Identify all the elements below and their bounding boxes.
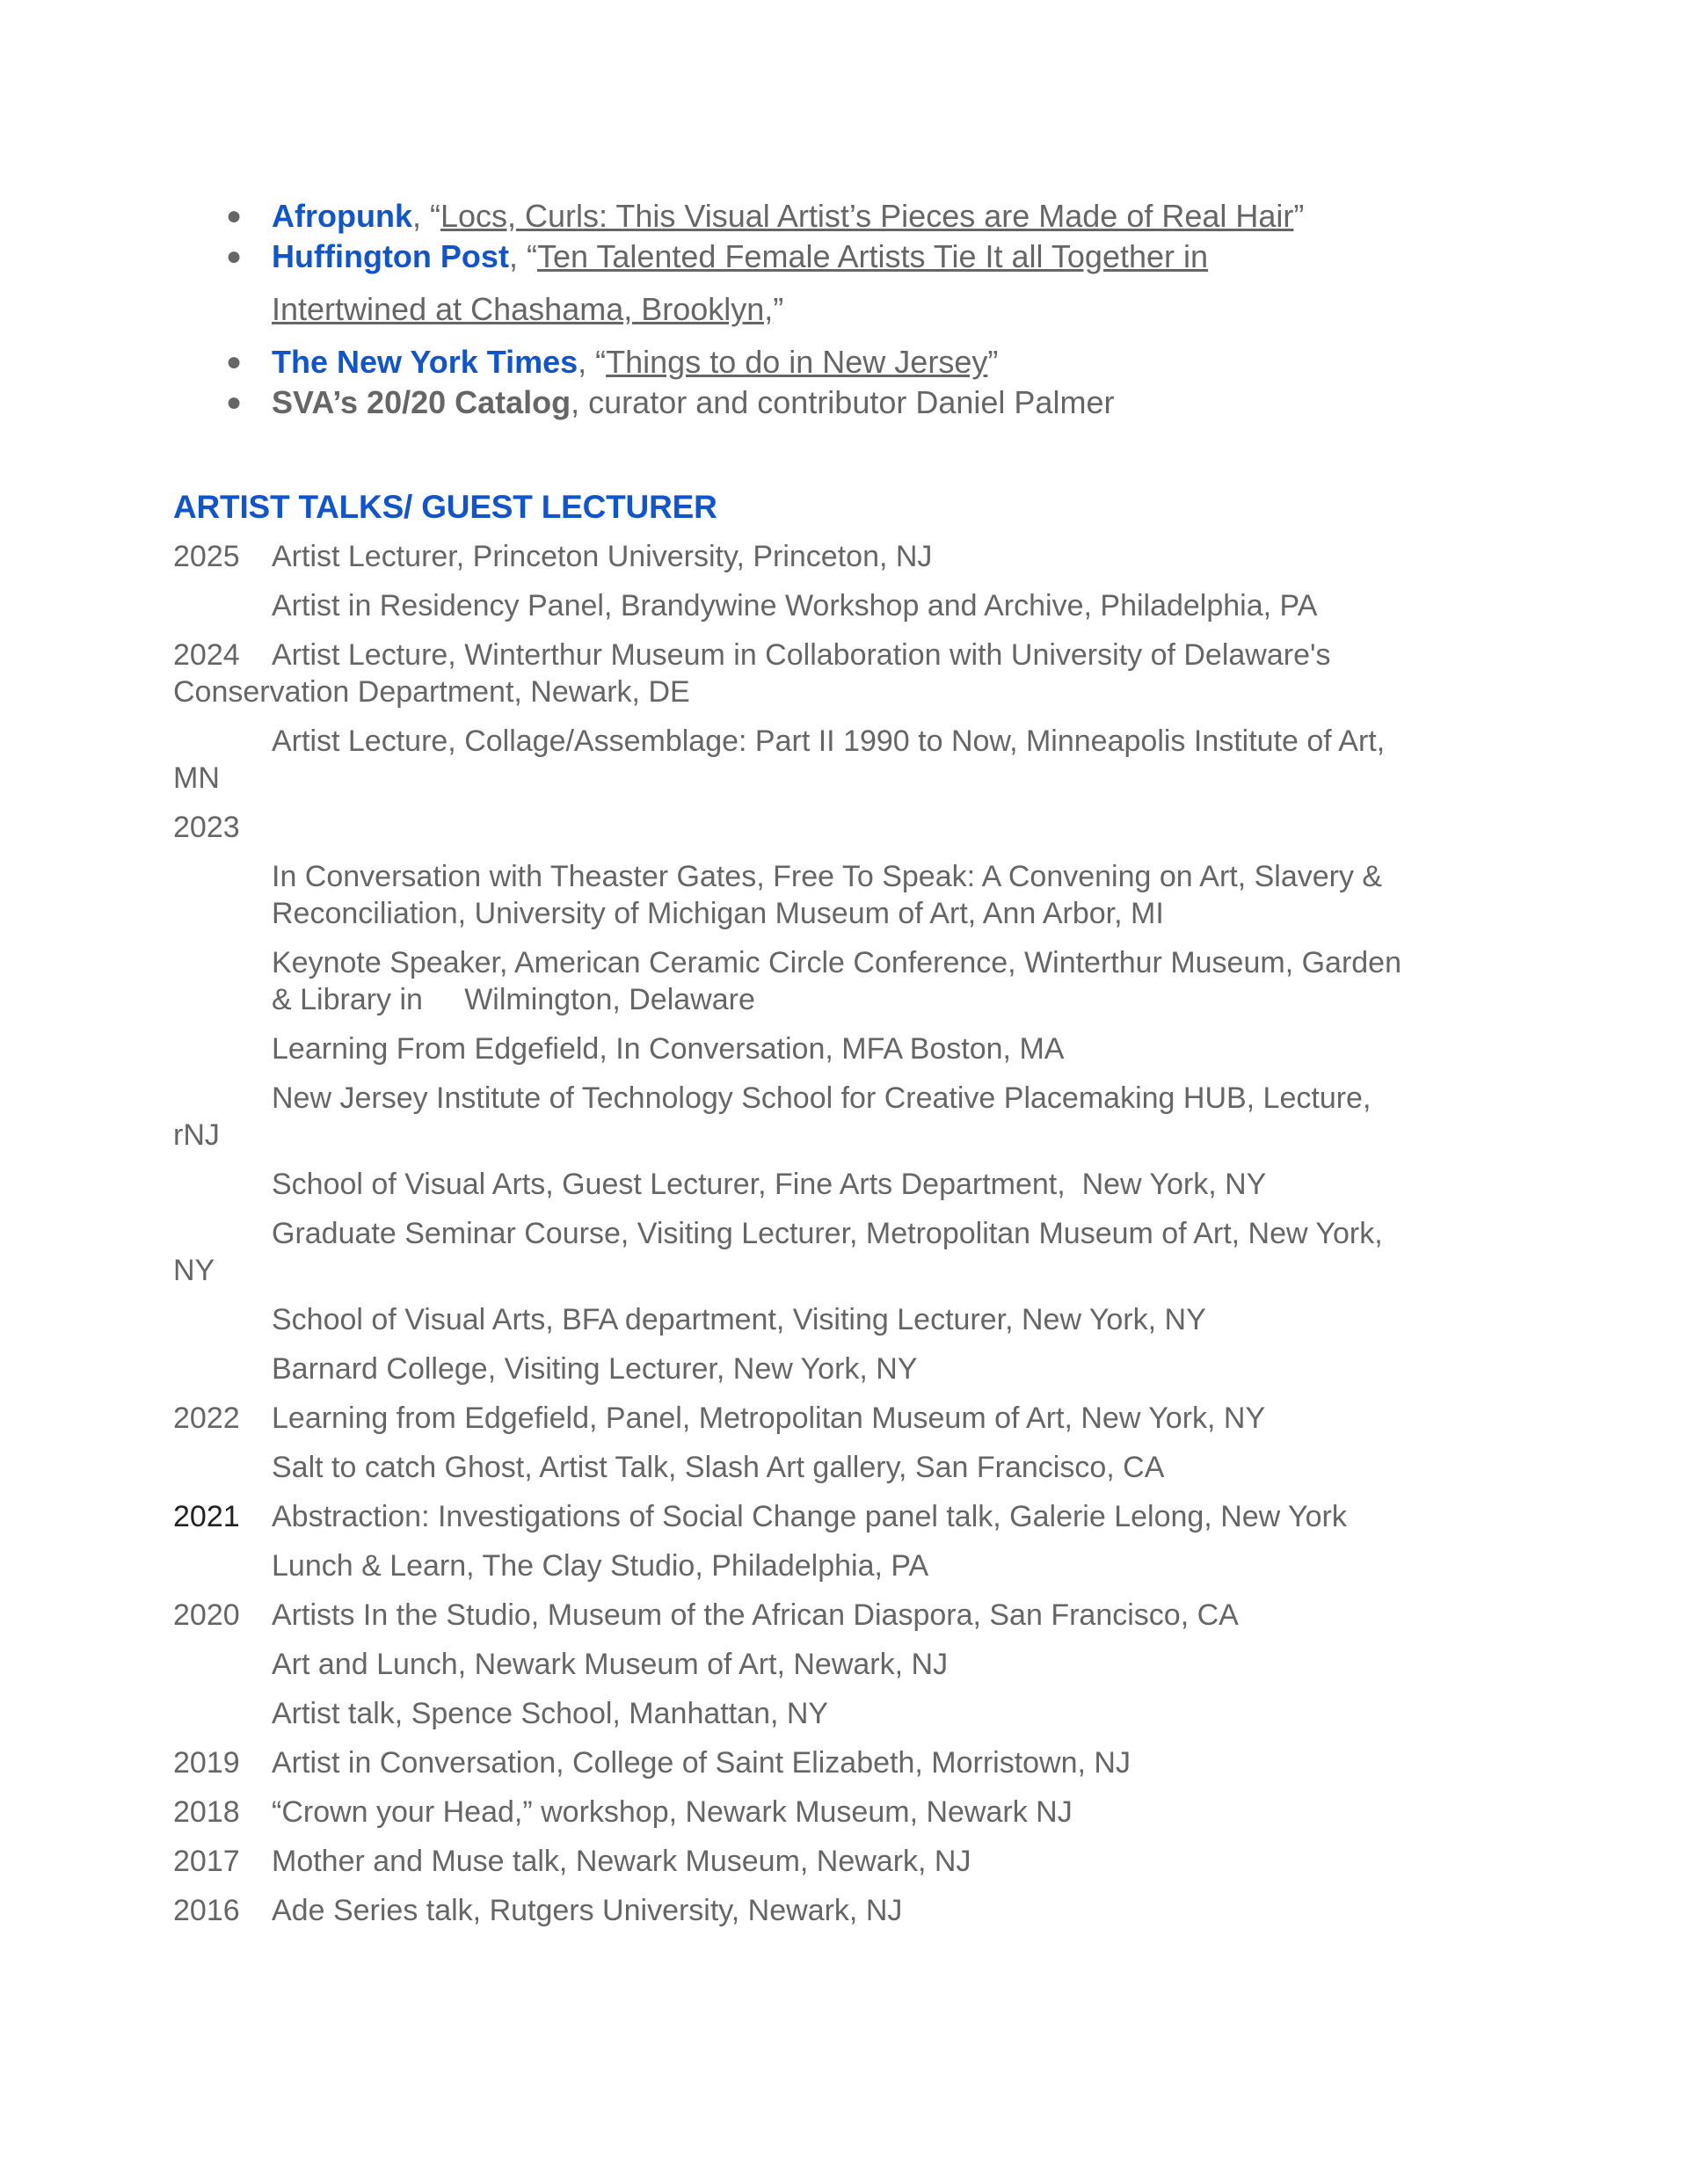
press-item: ● Huffington Post, “Ten Talented Female Artists Tie It all Together in Intertwined at Chashama, Brooklyn,” (226, 238, 1209, 327)
talk-entry (173, 1301, 1457, 1338)
talk-entry (173, 1843, 1457, 1880)
talk-entry (173, 1744, 1457, 1781)
talk-entry (173, 587, 1457, 624)
talk-text: Lunch & Learn, The Clay Studio, Philadelphia, PA (272, 1549, 929, 1583)
press-article-link[interactable]: Ten Talented Female Artists Tie It all Together in (536, 238, 1209, 274)
talk-entry (173, 1400, 1457, 1437)
talk-entry (173, 944, 1457, 1018)
talk-entry (173, 1547, 1457, 1584)
talk-entry (173, 858, 1457, 932)
talk-text-wrap: & Library in Wilmington, Delaware (272, 983, 755, 1016)
talk-text-wrap: MN (173, 761, 220, 795)
press-item: ● The New York Times, “Things to do in New Jersey” (226, 342, 1457, 382)
press-outlet: SVA’s 20/20 Catalog (272, 384, 571, 420)
talk-entry (173, 723, 1457, 797)
bullet: ● (226, 388, 243, 417)
talk-text: Artist Lecture, Collage/Assemblage: Part II 1990 to Now, Minneapolis Institute of Art, (272, 724, 1386, 758)
press-article-link[interactable]: Locs, Curls: This Visual Artist’s Pieces are Made of Real Hair (440, 198, 1294, 234)
talk-entry (173, 1794, 1457, 1831)
talk-text: Artist Lecturer, Princeton University, Princeton, NJ (272, 540, 933, 573)
talk-entry (173, 1498, 1457, 1535)
talks-list (173, 538, 1457, 1941)
press-outlet: The New York Times (272, 344, 578, 380)
talk-text-wrap: Conservation Department, Newark, DE (173, 675, 690, 709)
talk-text: Artist Lecture, Winterthur Museum in Collaboration with University of Delaware's (272, 638, 1331, 672)
talk-year: 2020 (173, 1598, 240, 1632)
talk-entry (173, 1892, 1457, 1929)
talk-text: Mother and Muse talk, Newark Museum, Newark, NJ (272, 1845, 971, 1878)
bullet: ● (226, 242, 243, 271)
talk-text: Artists In the Studio, Museum of the African Diaspora, San Francisco, CA (272, 1598, 1239, 1632)
talk-text: New Jersey Institute of Technology School for Creative Placemaking HUB, Lecture, (272, 1081, 1372, 1115)
press-outlet: Huffington Post (272, 238, 509, 274)
talk-text: School of Visual Arts, BFA department, Visiting Lecturer, New York, NY (272, 1303, 1206, 1336)
talk-entry (173, 1215, 1457, 1289)
talk-entry (173, 809, 1457, 846)
bullet: ● (226, 201, 243, 230)
talk-text: Salt to catch Ghost, Artist Talk, Slash Art gallery, San Francisco, CA (272, 1451, 1165, 1484)
section-heading: ARTIST TALKS/ GUEST LECTURER (173, 489, 717, 525)
press-article-link-continued[interactable]: Intertwined at Chashama, Brooklyn, (272, 291, 774, 327)
talk-year: 2024 (173, 638, 240, 672)
talk-text: Ade Series talk, Rutgers University, Newark, NJ (272, 1894, 903, 1927)
talk-year: 2025 (173, 540, 240, 573)
talk-entry (173, 637, 1457, 710)
talk-entry (173, 1695, 1457, 1732)
talk-entry (173, 1646, 1457, 1683)
talk-text: Artist talk, Spence School, Manhattan, NY (272, 1697, 829, 1730)
talk-entry (173, 1080, 1457, 1154)
talk-text: Art and Lunch, Newark Museum of Art, Newark, NJ (272, 1648, 949, 1681)
talk-text: Learning from Edgefield, Panel, Metropolitan Museum of Art, New York, NY (272, 1401, 1266, 1435)
talk-year: 2018 (173, 1795, 240, 1829)
talk-year: 2022 (173, 1401, 240, 1435)
talk-text: Artist in Conversation, College of Saint Elizabeth, Morristown, NJ (272, 1746, 1131, 1780)
press-item: ● SVA’s 20/20 Catalog, curator and contributor Daniel Palmer (226, 382, 1457, 423)
talk-year: 2016 (173, 1894, 240, 1927)
talk-text: Keynote Speaker, American Ceramic Circle Conference, Winterthur Museum, Garden (272, 946, 1401, 979)
bullet: ● (226, 347, 243, 376)
press-list (226, 196, 1457, 423)
talk-text: In Conversation with Theaster Gates, Free To Speak: A Convening on Art, Slavery & (272, 860, 1383, 893)
talk-text: Artist in Residency Panel, Brandywine Workshop and Archive, Philadelphia, PA (272, 589, 1318, 622)
talk-year: 2019 (173, 1746, 240, 1780)
talk-text: Learning From Edgefield, In Conversation, MFA Boston, MA (272, 1032, 1065, 1066)
talk-entry (173, 1449, 1457, 1486)
talk-text-wrap: rNJ (173, 1118, 220, 1152)
talk-year: 2017 (173, 1845, 240, 1878)
talk-entry (173, 1597, 1457, 1634)
press-article-link[interactable]: Things to do in New Jersey (606, 344, 988, 380)
talk-text: School of Visual Arts, Guest Lecturer, Fine Arts Department, New York, NY (272, 1168, 1267, 1201)
talk-year: 2023 (173, 811, 240, 844)
talk-year: 2021 (173, 1500, 240, 1533)
talk-text: Graduate Seminar Course, Visiting Lecturer, Metropolitan Museum of Art, New York, (272, 1217, 1383, 1250)
talk-entry (173, 1030, 1457, 1067)
talk-text: “Crown your Head,” workshop, Newark Museum, Newark NJ (272, 1795, 1073, 1829)
talk-text: Abstraction: Investigations of Social Change panel talk, Galerie Lelong, New York (272, 1500, 1347, 1533)
talk-text-wrap: Reconciliation, University of Michigan Museum of Art, Ann Arbor, MI (272, 897, 1164, 930)
press-outlet: Afropunk (272, 198, 412, 234)
talk-text: Barnard College, Visiting Lecturer, New York, NY (272, 1352, 918, 1386)
talk-text-wrap: NY (173, 1254, 215, 1287)
talk-entry (173, 1350, 1457, 1387)
press-item: ● Afropunk, “Locs, Curls: This Visual Artist’s Pieces are Made of Real Hair” (226, 196, 1457, 237)
talk-entry (173, 538, 1457, 575)
talk-entry (173, 1166, 1457, 1203)
